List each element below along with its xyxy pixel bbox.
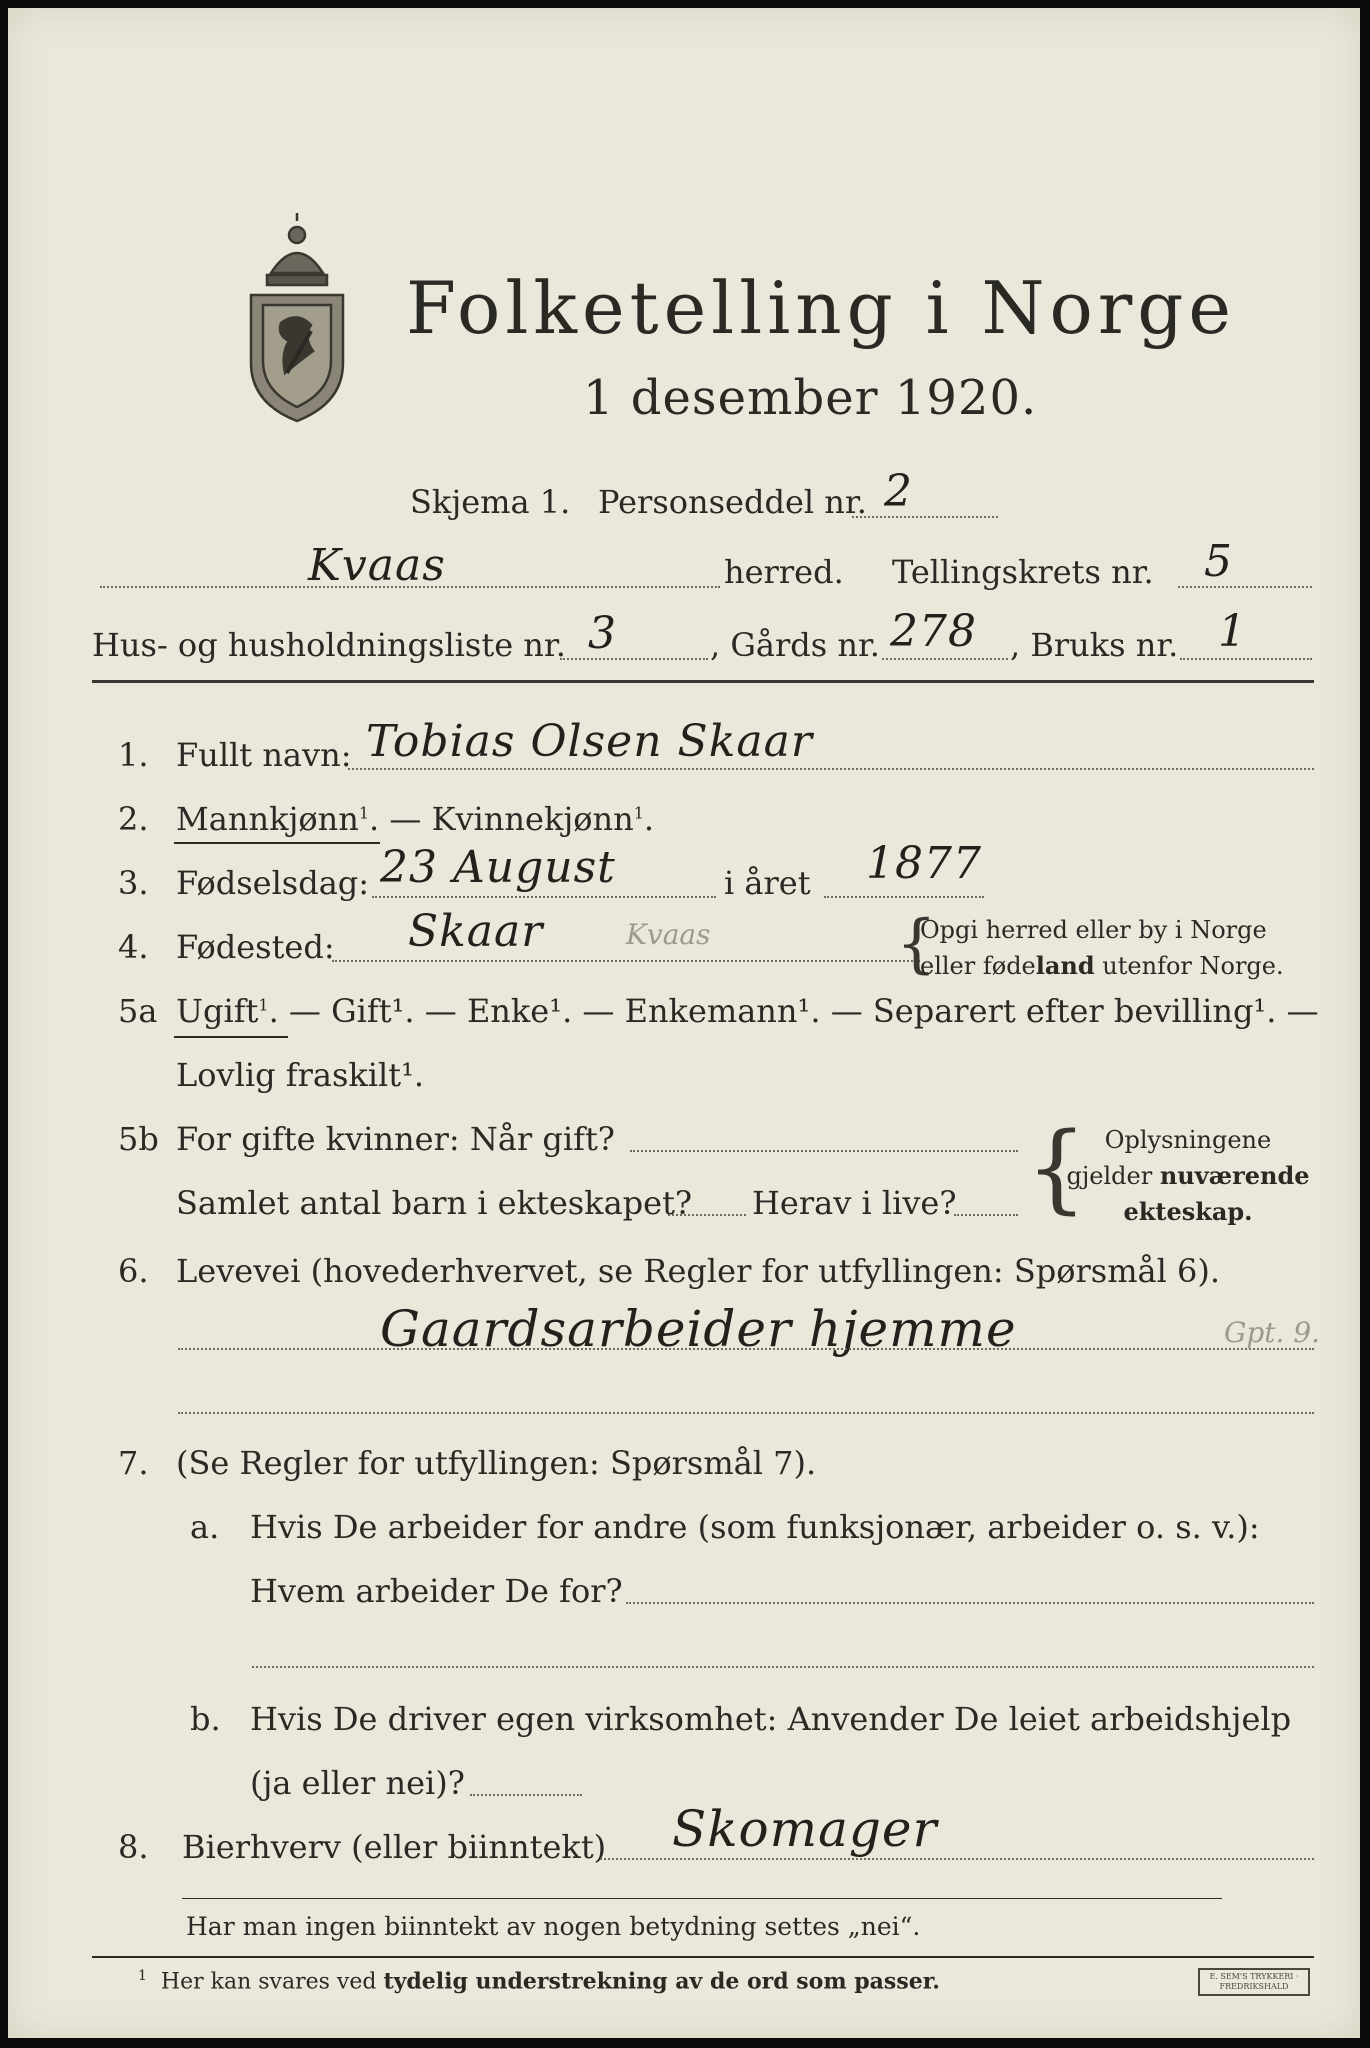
q5a-ugift-underline [174,1036,288,1038]
q3-line [372,896,716,898]
tellingskrets-value[interactable]: 5 [1204,536,1233,587]
personseddel-line [852,516,998,518]
q5b-label3: Herav i live? [752,1184,957,1222]
q5b-when-line [630,1150,1018,1152]
q2-female[interactable]: Kvinnekjønn [431,800,634,838]
coat-of-arms-icon [241,213,353,423]
printer-stamp: E. SEM'S TRYKKERI · FREDRIKSHALD [1198,1968,1310,1996]
note-divider [182,1898,1222,1899]
hus-line [560,658,708,660]
q5b-brace: { [1026,1112,1088,1224]
q3-label: Fødselsdag: [176,864,370,902]
q5b-children-line [668,1214,746,1216]
q7a-label: Hvis De arbeider for andre (som funksjonær, arbeider o. s. v.): [250,1508,1260,1546]
q7b-line [470,1794,582,1796]
tellingskrets-line [1178,586,1312,588]
q7a-number: a. [190,1508,220,1546]
q3-year-line [824,896,984,898]
q4-faint-annotation: Kvaas [626,918,711,951]
q3-value[interactable]: 23 August [380,842,616,893]
q5a-ugift[interactable]: Ugift [176,992,259,1030]
q5b-label2: Samlet antal barn i ekteskapet? [176,1184,693,1222]
q7-number: 7. [118,1444,149,1482]
hus-value[interactable]: 3 [588,608,617,659]
bruks-label: , Bruks nr. [1010,626,1179,664]
q1-line [348,768,1314,770]
q7b-label2: (ja eller nei)? [250,1764,465,1802]
q8-value[interactable]: Skomager [672,1800,938,1858]
form-date: 1 desember 1920. [583,370,1038,426]
herred-label: herred. [724,553,844,591]
skjema-label: Skjema 1. [410,483,571,521]
q3-number: 3. [118,864,149,902]
q8-label: Bierhverv (eller biinntekt) [182,1828,607,1866]
form-title: Folketelling i Norge [406,266,1236,350]
q1-value[interactable]: Tobias Olsen Skaar [366,716,813,767]
personseddel-label: Personseddel nr. [598,483,867,521]
q5b-label: For gifte kvinner: Når gift? [176,1120,615,1158]
q7b-label: Hvis De driver egen virksomhet: Anvender De leiet arbeidshjelp [250,1700,1292,1738]
gards-label: , Gårds nr. [710,626,880,664]
bruks-value[interactable]: 1 [1218,606,1247,657]
personseddel-value[interactable]: 2 [884,466,913,517]
q2-separator: — [379,800,432,838]
q7a-line-1 [626,1602,1314,1604]
bruks-line [1180,658,1312,660]
q4-brace: { [896,907,937,981]
q1-number: 1. [118,736,149,774]
q5b-note: Oplysningene gjelder nuværende ekteskap. [1066,1126,1310,1226]
q2-male-underline [174,842,380,844]
hus-label: Hus- og husholdningsliste nr. [92,626,566,664]
q4-label: Fødested: [176,928,335,966]
q7a-line-2 [252,1666,1314,1668]
q5a-number: 5a [118,992,158,1030]
section-divider [92,680,1314,683]
footnote-divider [92,1956,1314,1958]
gards-value[interactable]: 278 [890,606,977,657]
q6-line-2 [178,1412,1314,1414]
q6-label: Levevei (hovederhvervet, se Regler for utfyllingen: Spørsmål 6). [176,1252,1221,1290]
gards-line [882,658,1008,660]
q4-number: 4. [118,928,149,966]
q4-note: Opgi herred eller by i Norge eller fødeland utenfor Norge. [920,916,1284,980]
q8-line [600,1858,1314,1860]
note-nei: Har man ingen biinntekt av nogen betydning settes „nei“. [186,1912,921,1941]
q1-label: Fullt navn: [176,736,352,774]
herred-value[interactable]: Kvaas [308,540,446,591]
q2-number: 2. [118,800,149,838]
q3-year-label: i året [724,864,811,902]
q6-number: 6. [118,1252,149,1290]
q6-value[interactable]: Gaardsarbeider hjemme [380,1300,1017,1358]
q4-line [332,960,920,962]
footnote: $^1$ Her kan svares ved tydelig understrekning av de ord som passer. [138,1968,940,1995]
q5b-alive-line [954,1214,1018,1216]
q7b-number: b. [190,1700,221,1738]
q7a-label2: Hvem arbeider De for? [250,1572,623,1610]
herred-line [100,586,720,588]
census-form [8,8,1360,2038]
q7-label: (Se Regler for utfyllingen: Spørsmål 7). [176,1444,817,1482]
q2-options: Mannkjønn$^1$. — Kvinnekjønn$^1$. [176,800,655,838]
q5a-line2[interactable]: Lovlig fraskilt¹. [176,1056,425,1094]
tellingskrets-label: Tellingskrets nr. [892,553,1154,591]
q6-line-1 [178,1348,1314,1350]
q2-male[interactable]: Mannkjønn [176,800,359,838]
q6-faint-annotation: Gpt. 9. [1224,1316,1321,1349]
q4-value[interactable]: Skaar [408,906,544,957]
q5b-number: 5b [118,1120,159,1158]
q5a-options: Ugift$^1$. — Gift¹. — Enke¹. — Enkemann¹. — Separert efter bevilling¹. — [176,992,1319,1030]
q3-year[interactable]: 1877 [866,838,982,889]
q5a-other-options[interactable]: — Gift¹. — Enke¹. — Enkemann¹. — Separert efter bevilling¹. — [278,992,1319,1030]
footnote-mark: 1 [138,1968,147,1984]
q8-number: 8. [118,1828,149,1866]
